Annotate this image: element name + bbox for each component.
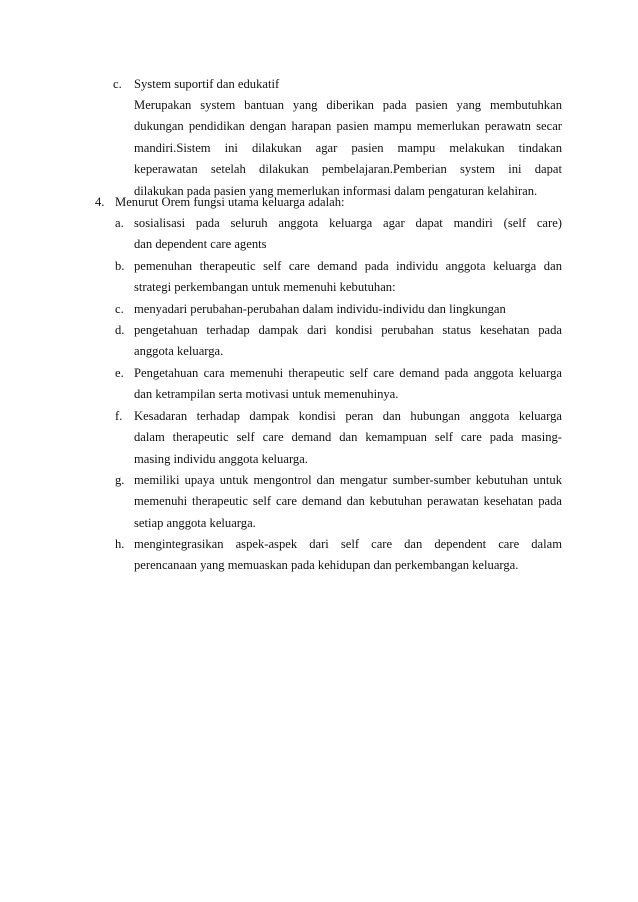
- c-line-3: mandiri.Sistem ini dilakukan agar pasien mampu melakukan tindakan: [134, 140, 562, 155]
- item4-b-line-1: pemenuhan therapeutic self care demand pada individu anggota keluarga dan: [134, 259, 562, 273]
- item4-f-line-3: masing individu anggota keluarga.: [134, 451, 308, 466]
- item4-e-line-2: dan ketrampilan serta motivasi untuk memenuhinya.: [134, 387, 399, 402]
- item4-a-label: a.: [115, 216, 124, 230]
- item4-b-line-2: strategi perkembangan untuk memenuhi kebutuhan:: [134, 280, 396, 295]
- item4-h-label: h.: [115, 537, 125, 551]
- item4-g-line-3: setiap anggota keluarga.: [134, 515, 256, 530]
- c-line-1: Merupakan system bantuan yang diberikan pada pasien yang membutuhkan: [134, 98, 562, 112]
- c-line-4: keperawatan setelah dilakukan pembelajaran.Pemberian system ini dapat: [134, 162, 562, 177]
- item4-h-line-2: perencanaan yang memuaskan pada kehidupan dan perkembangan keluarga.: [134, 558, 519, 573]
- item4-a-line-1: sosialisasi pada seluruh anggota keluarga agar dapat mandiri (self care): [134, 216, 562, 230]
- c-section-title: System suportif dan edukatif: [134, 77, 280, 91]
- item4-d-line-2: anggota keluarga.: [134, 344, 224, 359]
- item4-e-line-1: Pengetahuan cara memenuhi therapeutic self care demand pada anggota keluarga: [134, 366, 562, 380]
- item4-title: Menurut Orem fungsi utama keluarga adalah:: [115, 195, 345, 209]
- c-line-2: dukungan pendidikan dengan harapan pasien mampu memerlukan perawatn secar: [134, 119, 562, 134]
- item4-number: 4.: [95, 195, 105, 209]
- item4-b-label: b.: [115, 259, 125, 273]
- c-section-body: [134, 95, 562, 202]
- item4-c-label: c.: [115, 302, 124, 316]
- item4-h-line-1: mengintegrasikan aspek-aspek dari self care dan dependent care dalam: [134, 537, 562, 551]
- item4-a-text: [134, 213, 562, 256]
- item4-f-text: [134, 406, 562, 470]
- item4-g-label: g.: [115, 473, 125, 487]
- item4-e-label: e.: [115, 366, 124, 380]
- item4-e-text: [134, 363, 562, 406]
- item4-a-line-2: dan dependent care agents: [134, 237, 267, 252]
- item4-f-line-1: Kesadaran terhadap dampak kondisi peran dan hubungan anggota keluarga: [134, 409, 562, 423]
- item4-d-text: [134, 320, 562, 363]
- item4-c-line-1: menyadari perubahan-perubahan dalam individu-individu dan lingkungan: [134, 302, 506, 316]
- item4-c-text: [134, 299, 562, 320]
- item4-f-line-2: dalam therapeutic self care demand dan kemampuan self care pada masing-: [134, 430, 562, 445]
- item4-d-line-1: pengetahuan terhadap dampak dari kondisi perubahan status kesehatan pada: [134, 323, 562, 337]
- item4-g-line-1: memiliki upaya untuk mengontrol dan mengatur sumber-sumber kebutuhan untuk: [134, 473, 562, 487]
- item4-d-label: d.: [115, 323, 125, 337]
- c-section-label: c.: [113, 77, 122, 91]
- item4-f-label: f.: [115, 409, 123, 423]
- item4-h-text: [134, 534, 562, 577]
- c-line-5: dilakukan pada pasien yang memerlukan informasi dalam pengaturan kelahiran.: [134, 183, 538, 198]
- item4-b-text: [134, 256, 562, 299]
- item4-g-text: [134, 470, 562, 534]
- item4-g-line-2: memenuhi therapeutic self care demand dan kebutuhan perawatan kesehatan pada: [134, 494, 562, 509]
